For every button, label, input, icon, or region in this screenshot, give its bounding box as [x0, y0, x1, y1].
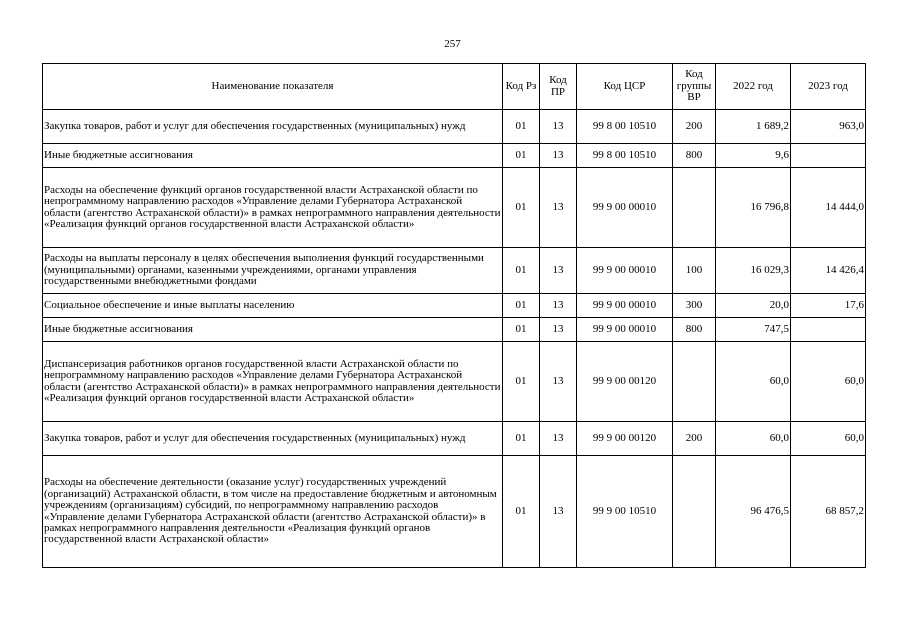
- page-number: 257: [444, 38, 461, 50]
- table-row: [43, 422, 866, 456]
- row-vr: 200: [673, 422, 716, 456]
- row-pr: 13: [540, 110, 577, 144]
- row-pr: 13: [540, 144, 577, 168]
- row-2023: 14 444,0: [791, 168, 866, 248]
- header-vr: Код группы ВР: [673, 64, 716, 110]
- row-csr: 99 9 00 00120: [577, 422, 673, 456]
- row-2022: 1 689,2: [716, 110, 791, 144]
- row-rz: 01: [503, 422, 540, 456]
- row-2022: 9,6: [716, 144, 791, 168]
- row-name: Социальное обеспечение и иные выплаты населению: [43, 294, 503, 318]
- row-2022: 96 476,5: [716, 456, 791, 568]
- row-2023: 17,6: [791, 294, 866, 318]
- row-pr: 13: [540, 168, 577, 248]
- table-row: [43, 110, 866, 144]
- row-pr: 13: [540, 422, 577, 456]
- header-name: Наименование показателя: [43, 64, 503, 110]
- header-2022: 2022 год: [716, 64, 791, 110]
- row-csr: 99 9 00 00010: [577, 318, 673, 342]
- row-2022: 747,5: [716, 318, 791, 342]
- row-vr: [673, 168, 716, 248]
- row-vr: 800: [673, 144, 716, 168]
- row-csr: 99 9 00 00010: [577, 168, 673, 248]
- row-vr: 800: [673, 318, 716, 342]
- row-name: Иные бюджетные ассигнования: [43, 318, 503, 342]
- budget-table: [42, 63, 866, 568]
- row-2023: [791, 144, 866, 168]
- row-2023: 963,0: [791, 110, 866, 144]
- row-rz: 01: [503, 248, 540, 294]
- row-name: Расходы на обеспечение функций органов государственной власти Астраханской области по непрограммному направлению расходов «Управление делами Губернатора Астраханской области (агентство Астраханской области)» в рамках непрограммного направления деятельности «Реализация функций органов государственной власти Астраханской области»: [43, 168, 503, 248]
- row-pr: 13: [540, 248, 577, 294]
- table-row: [43, 342, 866, 422]
- row-rz: 01: [503, 456, 540, 568]
- row-2023: 14 426,4: [791, 248, 866, 294]
- row-2022: 60,0: [716, 342, 791, 422]
- row-csr: 99 9 00 10510: [577, 456, 673, 568]
- row-csr: 99 8 00 10510: [577, 144, 673, 168]
- table-row: [43, 144, 866, 168]
- row-2023: [791, 318, 866, 342]
- header-csr: Код ЦСР: [577, 64, 673, 110]
- header-rz: Код Рз: [503, 64, 540, 110]
- row-pr: 13: [540, 318, 577, 342]
- row-vr: [673, 342, 716, 422]
- row-csr: 99 8 00 10510: [577, 110, 673, 144]
- row-rz: 01: [503, 318, 540, 342]
- row-csr: 99 9 00 00120: [577, 342, 673, 422]
- table-header-row: [43, 64, 866, 110]
- row-rz: 01: [503, 110, 540, 144]
- table-row: [43, 168, 866, 248]
- row-name: Иные бюджетные ассигнования: [43, 144, 503, 168]
- row-rz: 01: [503, 168, 540, 248]
- row-2023: 60,0: [791, 342, 866, 422]
- header-2023: 2023 год: [791, 64, 866, 110]
- row-rz: 01: [503, 342, 540, 422]
- table-row: [43, 456, 866, 568]
- row-name: Закупка товаров, работ и услуг для обеспечения государственных (муниципальных) нужд: [43, 422, 503, 456]
- row-2023: 68 857,2: [791, 456, 866, 568]
- row-2022: 20,0: [716, 294, 791, 318]
- row-vr: 200: [673, 110, 716, 144]
- row-vr: 100: [673, 248, 716, 294]
- row-2022: 16 796,8: [716, 168, 791, 248]
- row-2022: 60,0: [716, 422, 791, 456]
- row-pr: 13: [540, 342, 577, 422]
- row-name: Закупка товаров, работ и услуг для обеспечения государственных (муниципальных) нужд: [43, 110, 503, 144]
- row-rz: 01: [503, 294, 540, 318]
- row-vr: [673, 456, 716, 568]
- row-2022: 16 029,3: [716, 248, 791, 294]
- row-name: Расходы на обеспечение деятельности (оказание услуг) государственных учреждений (организаций) Астраханской области, в том числе на предоставление бюджетным и автономным учреждениям (организациям) субсидий, по непрограммному направлению расходов «Управление делами Губернатора Астраханской области (агентство Астраханской области)» в рамках непрограммного направления деятельности «Реализация функций органов государственной власти Астраханской области»: [43, 456, 503, 568]
- row-name: Расходы на выплаты персоналу в целях обеспечения выполнения функций государственными (муниципальными) органами, казенными учреждениями, органами управления государственными внебюджетными фондами: [43, 248, 503, 294]
- table-row: [43, 248, 866, 294]
- row-2023: 60,0: [791, 422, 866, 456]
- row-name: Диспансеризация работников органов государственной власти Астраханской области по непрограммному направлению расходов «Управление делами Губернатора Астраханской области (агентство Астраханской области)» в рамках непрограммного направления деятельности «Реализация функций органов государственной власти Астраханской области»: [43, 342, 503, 422]
- row-pr: 13: [540, 294, 577, 318]
- row-csr: 99 9 00 00010: [577, 294, 673, 318]
- row-rz: 01: [503, 144, 540, 168]
- row-vr: 300: [673, 294, 716, 318]
- row-csr: 99 9 00 00010: [577, 248, 673, 294]
- table-row: [43, 318, 866, 342]
- header-pr: Код ПР: [540, 64, 577, 110]
- row-pr: 13: [540, 456, 577, 568]
- table-row: [43, 294, 866, 318]
